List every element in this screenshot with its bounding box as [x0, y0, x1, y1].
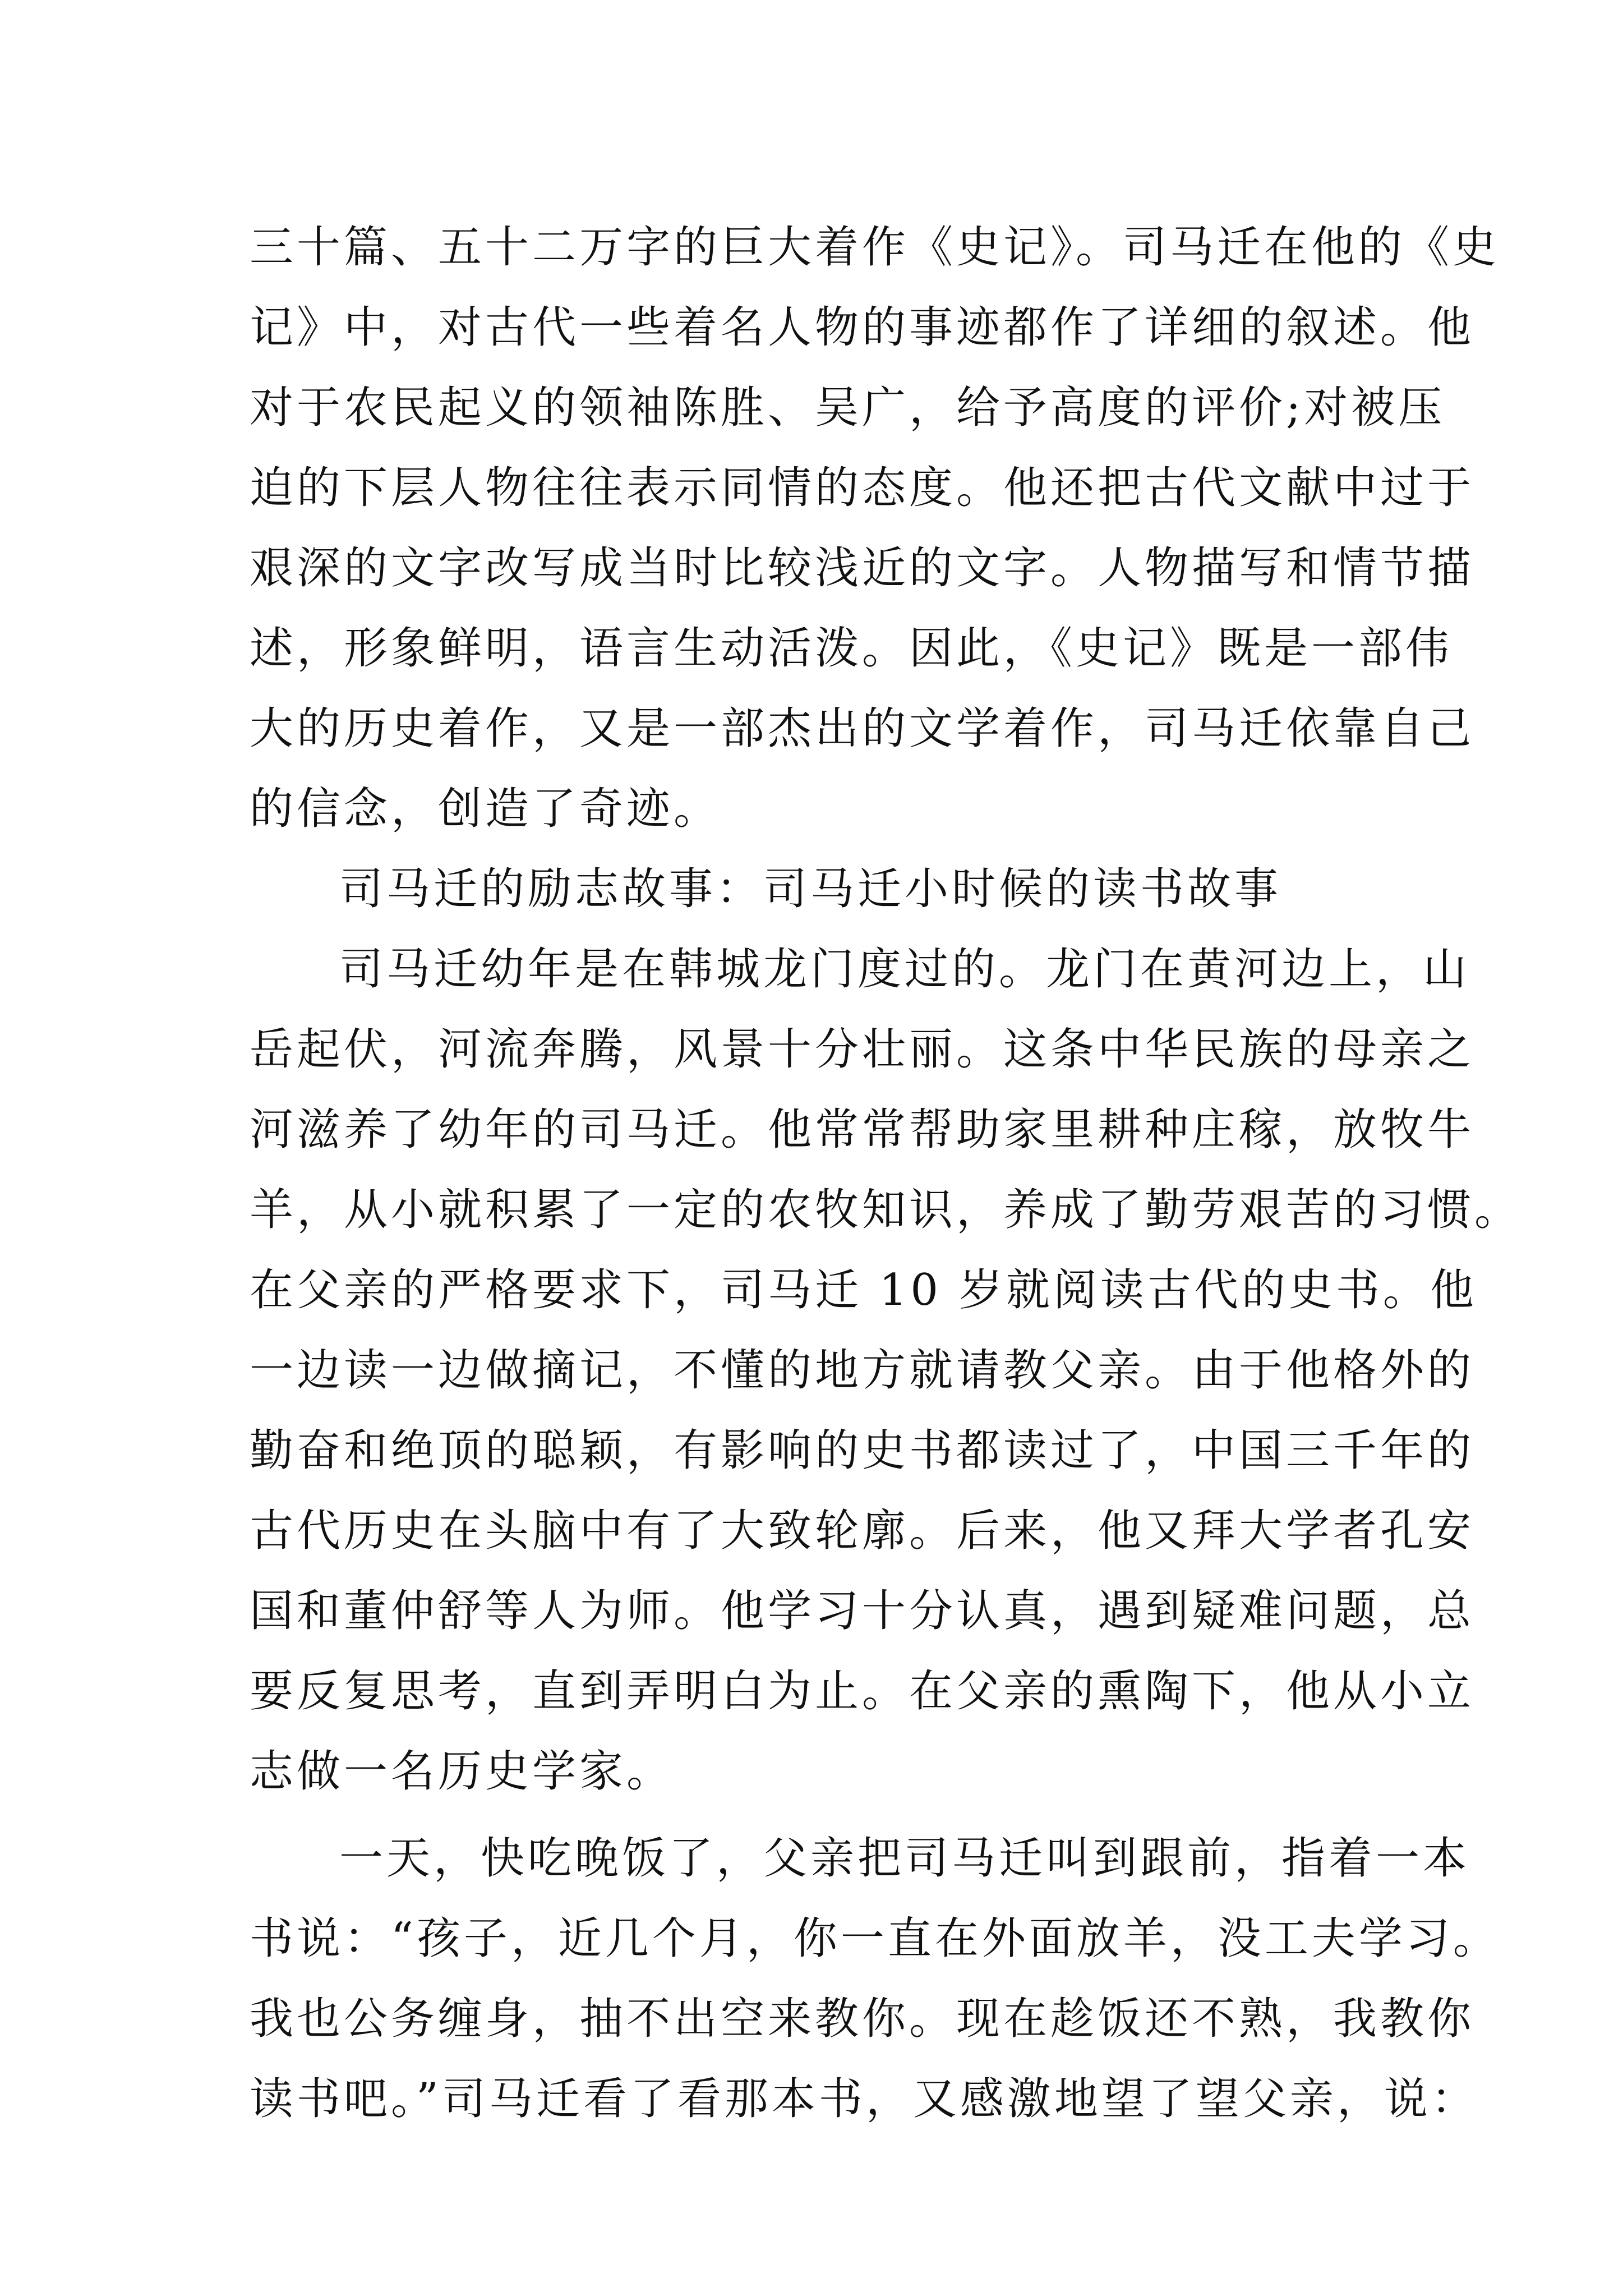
document-body	[250, 208, 1522, 2139]
paragraph-2	[250, 930, 1522, 1812]
text-line: 三十篇、五十二万字的巨大着作《史记》。司马迁在他的《史	[250, 222, 1500, 273]
text-line: 迫的下层人物往往表示同情的态度。他还把古代文献中过于	[250, 463, 1475, 513]
text-line: 勤奋和绝顶的聪颖，有影响的史书都读过了，中国三千年的	[250, 1425, 1475, 1476]
text-line: 在父亲的严格要求下，司马迁 10 岁就阅读古代的史书。他	[250, 1265, 1477, 1315]
text-line: 志做一名历史学家。	[250, 1746, 674, 1797]
text-line: 一天，快吃晚饭了，父亲把司马迁叫到跟前，指着一本	[339, 1833, 1470, 1884]
text-line: 大的历史着作，又是一部杰出的文学着作，司马迁依靠自己	[250, 703, 1475, 754]
text-line: 艰深的文字改写成当时比较浅近的文字。人物描写和情节描	[250, 543, 1475, 593]
text-line: 国和董仲舒等人为师。他学习十分认真，遇到疑难问题，总	[250, 1586, 1475, 1636]
text-line: 的信念，创造了奇迹。	[250, 784, 721, 834]
paragraph-3	[250, 1819, 1500, 2139]
text-line: 述，形象鲜明，语言生动活泼。因此，《史记》既是一部伟	[250, 623, 1453, 674]
section-heading: 司马迁的励志故事：司马迁小时候的读书故事	[339, 864, 1282, 914]
text-line: 河滋养了幼年的司马迁。他常常帮助家里耕种庄稼，放牧牛	[250, 1105, 1475, 1155]
text-line: 司马迁幼年是在韩城龙门度过的。龙门在黄河边上，山	[339, 944, 1470, 995]
text-line: 古代历史在头脑中有了大致轮廓。后来，他又拜大学者孔安	[250, 1506, 1475, 1556]
text-line: 要反复思考，直到弄明白为止。在父亲的熏陶下，他从小立	[250, 1666, 1475, 1717]
text-line: 岳起伏，河流奔腾，风景十分壮丽。这条中华民族的母亲之	[250, 1024, 1475, 1075]
text-line: 一边读一边做摘记，不懂的地方就请教父亲。由于他格外的	[250, 1345, 1475, 1396]
text-line: 对于农民起义的领袖陈胜、吴广，给予高度的评价;对被压	[250, 383, 1446, 433]
text-line: 读书吧。”司马迁看了看那本书，又感激地望了望父亲，说：	[250, 2074, 1478, 2124]
text-line: 羊，从小就积累了一定的农牧知识，养成了勤劳艰苦的习惯。	[250, 1185, 1522, 1235]
text-line: 书说：“孩子，近几个月，你一直在外面放羊，没工夫学习。	[250, 1913, 1500, 1964]
paragraph-1	[250, 208, 1500, 849]
text-line: 我也公务缠身，抽不出空来教你。现在趁饭还不熟，我教你	[250, 1994, 1475, 2044]
text-line: 记》中，对古代一些着名人物的事迹都作了详细的叙述。他	[250, 302, 1475, 353]
